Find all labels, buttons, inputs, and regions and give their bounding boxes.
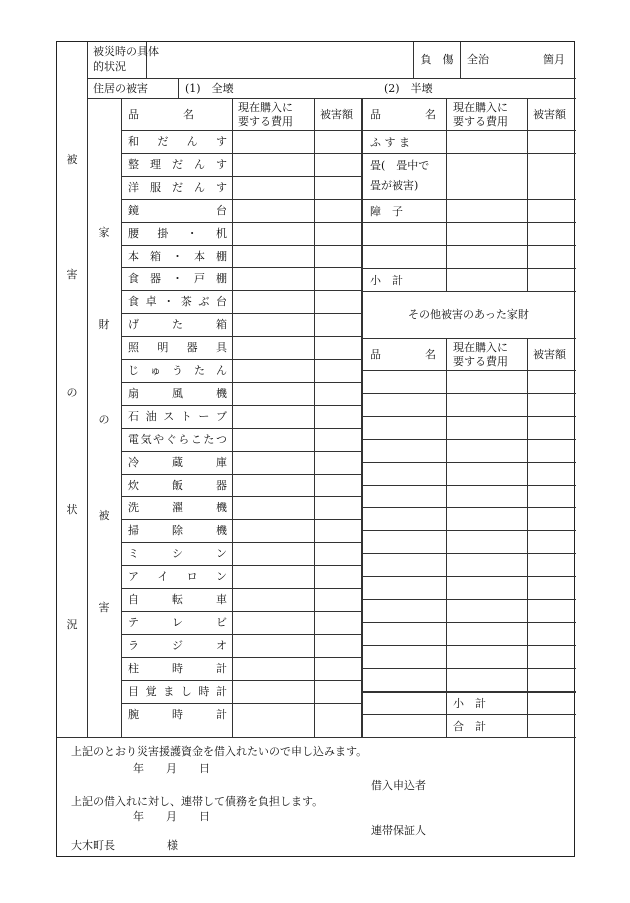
option-total-destruction: (1) 全壊 (185, 82, 234, 95)
other-col-cost-header-1: 現在購入に (453, 341, 508, 354)
inner-label-char-1: 家 (98, 226, 110, 239)
right-col-damage-header: 被害額 (533, 108, 566, 121)
right-row-line-5 (361, 268, 576, 269)
left-item-label: 腰 掛 ・ 机 (128, 226, 227, 240)
right-item-shoji: 障 子 (370, 205, 403, 218)
other-col-cost-header-2: 要する費用 (453, 355, 508, 368)
left-item-label: 整 理 だ ん す (128, 157, 227, 171)
inner-label-char-4: 被 (98, 509, 110, 522)
left-item-label: 洗 濯 機 (128, 501, 227, 515)
left-row-line (121, 474, 361, 475)
left-row-line (121, 405, 361, 406)
left-row-line (121, 359, 361, 360)
col-right-damage-border-bottom (527, 338, 528, 737)
guarantor-date: 年 月 日 (133, 810, 210, 823)
option-half-destruction: (2) 半壊 (384, 82, 433, 95)
left-row-line (121, 634, 361, 635)
right-row-line-6 (361, 291, 576, 292)
footer-divider (57, 737, 576, 738)
application-date: 年 月 日 (133, 762, 210, 775)
recovery-label: 全治 (467, 53, 489, 66)
left-item-label: テ レ ビ (128, 615, 227, 629)
right-row-line (361, 416, 576, 417)
guarantor-statement: 上記の借入れに対し、連帯して債務を負担します。 (71, 795, 324, 808)
left-item-label: 鏡 台 (128, 203, 227, 217)
left-row-line (121, 313, 361, 314)
left-item-label: 石 油 ス ト ー ブ (128, 409, 227, 423)
injury-right-border (460, 42, 461, 78)
right-item-tatami-line2: 畳が被害) (370, 179, 419, 192)
injury-label: 負 傷 (420, 53, 454, 66)
left-row-line (121, 657, 361, 658)
house-damage-label: 住居の被害 (93, 82, 148, 95)
left-row-line (121, 336, 361, 337)
left-col-damage-header: 被害額 (320, 108, 353, 121)
addressee: 大木町長 (71, 839, 115, 852)
left-item-label: 照 明 器 具 (128, 341, 227, 355)
right-row-line (361, 439, 576, 440)
house-label-border (178, 78, 179, 98)
col-right-cost-border-top (446, 98, 447, 291)
other-col-item-header: 品 名 (370, 348, 436, 361)
right-row-line (361, 485, 576, 486)
left-row-line (121, 428, 361, 429)
left-item-label: 洋 服 だ ん す (128, 180, 227, 194)
situation-label-line2: 的状況 (93, 60, 126, 73)
right-row-line (361, 530, 576, 531)
left-row-line (121, 703, 361, 704)
right-row-line (361, 393, 576, 394)
left-item-label: 食 卓 ・ 茶 ぶ 台 (128, 295, 227, 309)
col-left-damage-border (314, 98, 315, 737)
left-item-label: ラ ジ オ (128, 638, 227, 652)
left-row-line (121, 290, 361, 291)
other-subtotal: 小 計 (453, 697, 486, 710)
left-row-line (121, 267, 361, 268)
left-item-label: じ ゅ う た ん (128, 364, 227, 377)
right-row-line (361, 462, 576, 463)
left-row-line (121, 176, 361, 177)
left-item-label: 柱 時 計 (128, 661, 227, 675)
application-statement: 上記のとおり災害援護資金を借入れたいので申し込みます。 (71, 745, 368, 758)
left-row-line (121, 245, 361, 246)
col-right-damage-border-top (527, 98, 528, 291)
outer-label-char-3: の (66, 386, 78, 399)
injury-left-border (413, 42, 414, 78)
left-row-line (121, 565, 361, 566)
right-row-line (361, 645, 576, 646)
left-row-line (121, 222, 361, 223)
right-row-line (361, 576, 576, 577)
header-divider-2 (87, 98, 576, 99)
left-item-label: ミ シ ン (128, 547, 227, 561)
outer-label-char-2: 害 (66, 268, 78, 281)
inner-label-char-3: の (98, 413, 110, 426)
months-label: 箇月 (543, 53, 565, 66)
right-row-line-1 (361, 153, 576, 154)
left-item-label: 電気やぐらこたつ (128, 432, 227, 446)
addressee-honorific: 様 (167, 839, 178, 852)
left-row-line (121, 519, 361, 520)
left-row-line (121, 382, 361, 383)
col-right-cost-border-bottom (446, 338, 447, 737)
left-col-item-header: 品 名 (128, 108, 194, 121)
left-item-label: 腕 時 計 (128, 707, 227, 721)
header-divider-1 (87, 78, 576, 79)
left-item-label: ア イ ロ ン (128, 570, 227, 584)
right-subtotal-1: 小 計 (370, 274, 403, 287)
left-header-bottom (121, 130, 361, 131)
applicant-label: 借入申込者 (371, 779, 426, 792)
left-item-label: 冷 蔵 庫 (128, 455, 227, 469)
left-item-label: 自 転 車 (128, 593, 227, 606)
right-item-tatami-line1: 畳( 畳中で (370, 159, 430, 172)
right-row-line (361, 714, 576, 715)
center-divider (361, 98, 363, 737)
right-item-fusuma: ふ す ま (370, 136, 410, 149)
outer-label-char-1: 被 (66, 153, 78, 166)
right-col-cost-header-1: 現在購入に (453, 101, 508, 114)
other-items-title: その他被害のあった家財 (408, 308, 529, 321)
right-header-bottom (361, 130, 576, 131)
left-row-line (121, 496, 361, 497)
left-item-label: 食 器 ・ 戸 棚 (128, 272, 227, 286)
outer-label-char-4: 状 (66, 503, 78, 516)
other-header-top (361, 338, 576, 339)
left-row-line (121, 153, 361, 154)
guarantor-label: 連帯保証人 (371, 824, 426, 837)
outer-label-char-5: 況 (66, 618, 78, 631)
right-row-line (361, 622, 576, 623)
left-row-line (121, 199, 361, 200)
grand-total: 合 計 (453, 720, 486, 733)
right-row-line (361, 691, 576, 693)
right-row-line (361, 668, 576, 669)
left-item-label: げ た 箱 (128, 318, 227, 332)
left-row-line (121, 451, 361, 452)
right-row-line-2 (361, 199, 576, 200)
outer-label-border (87, 42, 88, 737)
left-item-label: 扇 風 機 (128, 386, 227, 400)
right-row-line (361, 507, 576, 508)
left-item-label: 掃 除 機 (128, 524, 227, 538)
left-row-line (121, 542, 361, 543)
left-item-label: 和 だ ん す (128, 135, 227, 148)
other-col-damage-header: 被害額 (533, 348, 566, 361)
right-row-line (361, 599, 576, 600)
left-item-label: 目 覚 ま し 時 計 (128, 684, 227, 698)
left-item-label: 本 箱 ・ 本 棚 (128, 249, 227, 263)
inner-label-border (121, 98, 122, 737)
situation-label-line1: 被災時の具体 (93, 45, 159, 58)
right-col-cost-header-2: 要する費用 (453, 115, 508, 128)
col-left-cost-border (232, 98, 233, 737)
right-row-line (361, 370, 576, 371)
left-col-cost-header-1: 現在購入に (238, 101, 293, 114)
right-row-line (361, 553, 576, 554)
left-row-line (121, 680, 361, 681)
right-col-item-header: 品 名 (370, 108, 436, 121)
left-item-label: 炊 飯 器 (128, 478, 227, 492)
inner-label-char-5: 害 (98, 601, 110, 614)
left-row-line (121, 588, 361, 589)
right-row-line-3 (361, 222, 576, 223)
left-row-line (121, 611, 361, 612)
left-col-cost-header-2: 要する費用 (238, 115, 293, 128)
loan-application-form (56, 41, 575, 857)
inner-label-char-2: 財 (98, 318, 110, 331)
right-row-line-4 (361, 245, 576, 246)
